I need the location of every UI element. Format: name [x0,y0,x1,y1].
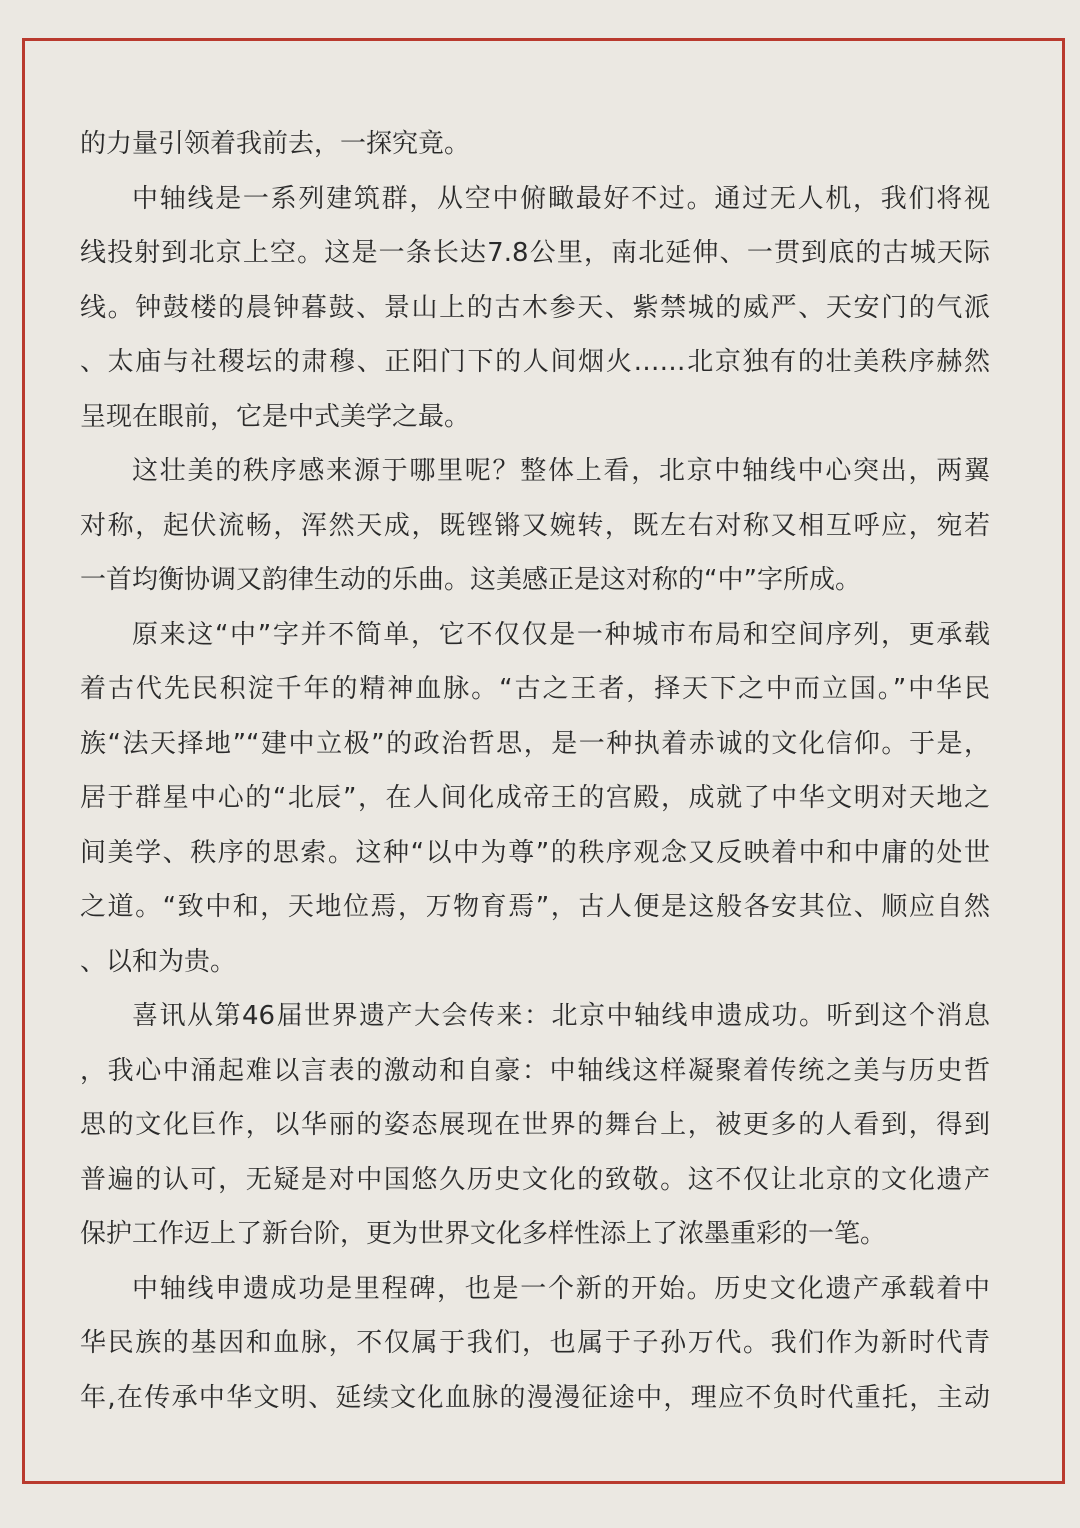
text-line: 中轴线申遗成功是里程碑，也是一个新的开始。历史文化遗产承载着中 [132,1273,990,1304]
text-line: 一首均衡协调又韵律生动的乐曲。这美感正是这对称的“中”字所成。 [80,565,861,595]
text-line: 族“法天择地”“建中立极”的政治哲思，是一种执着赤诚的文化信仰。于是， [80,728,990,759]
text-line: 之道。“致中和，天地位焉，万物育焉”，古人便是这般各安其位、顺应自然 [80,892,990,922]
text-line: 中轴线是一系列建筑群，从空中俯瞰最好不过。通过无人机，我们将视 [132,183,990,214]
article-body [80,117,990,1425]
text-line: 原来这“中”字并不简单，它不仅仅是一种城市布局和空间序列，更承载 [132,619,990,650]
text-line: 、太庙与社稷坛的肃穆、正阳门下的人间烟火……北京独有的壮美秩序赫然 [80,347,990,377]
text-line: 线投射到北京上空。这是一条长达7.8公里，南北延伸、一贯到底的古城天际 [80,238,990,268]
text-line: 思的文化巨作，以华丽的姿态展现在世界的舞台上，被更多的人看到，得到 [80,1110,990,1140]
text-line: 年,在传承中华文明、延续文化血脉的漫漫征途中，理应不负时代重托，主动 [80,1382,991,1413]
text-line: 居于群星中心的“北辰”，在人间化成帝王的宫殿，成就了中华文明对天地之 [80,783,990,813]
text-line: 线。钟鼓楼的晨钟暮鼓、景山上的古木参天、紫禁城的威严、天安门的气派 [80,292,990,323]
text-line: 这壮美的秩序感来源于哪里呢？整体上看，北京中轴线中心突出，两翼 [132,456,990,486]
text-line: 着古代先民积淀千年的精神血脉。“古之王者，择天下之中而立国。”中华民 [80,674,990,704]
text-line: 对称，起伏流畅，浑然天成，既铿锵又婉转，既左右对称又相互呼应，宛若 [80,510,990,541]
text-line: 普遍的认可，无疑是对中国悠久历史文化的致敬。这不仅让北京的文化遗产 [80,1164,990,1195]
text-line: 间美学、秩序的思索。这种“以中为尊”的秩序观念又反映着中和中庸的处世 [80,837,990,868]
text-line: 、以和为贵。 [80,946,237,977]
text-line: 保护工作迈上了新台阶，更为世界文化多样性添上了浓墨重彩的一笔。 [80,1219,887,1249]
text-line: 的力量引领着我前去，一探究竟。 [80,129,471,159]
text-line: ，我心中涌起难以言表的激动和自豪：中轴线这样凝聚着传统之美与历史哲 [80,1055,990,1086]
text-line: 喜讯从第46届世界遗产大会传来：北京中轴线申遗成功。听到这个消息 [132,1001,990,1031]
text-line: 呈现在眼前，它是中式美学之最。 [80,401,471,432]
text-line: 华民族的基因和血脉，不仅属于我们，也属于子孙万代。我们作为新时代青 [80,1328,990,1358]
